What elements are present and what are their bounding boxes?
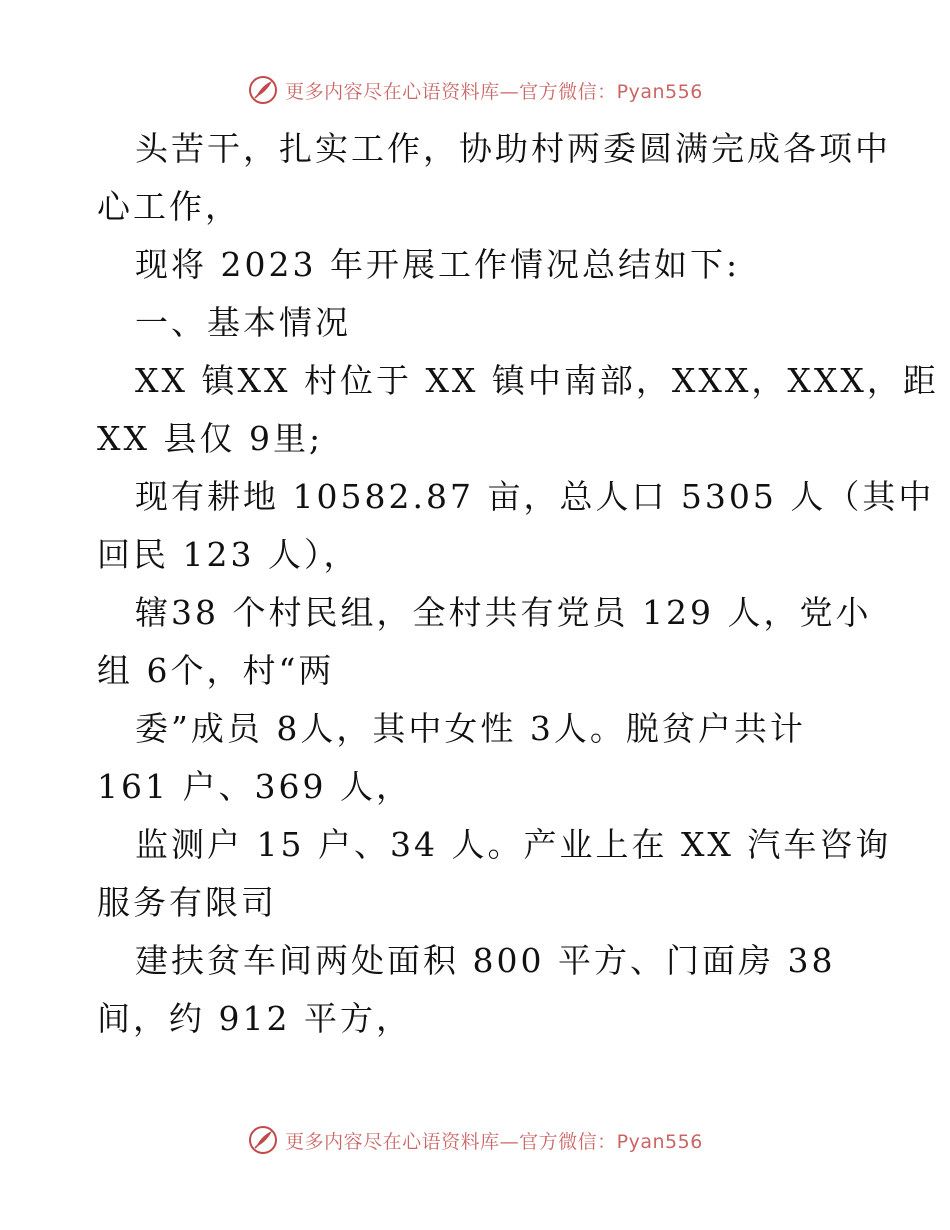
body-line: 头苦干，扎实工作，协助村两委圆满完成各项中 <box>135 129 891 168</box>
feather-pen-logo-icon <box>247 1124 279 1156</box>
body-line: 161 户、369 人， <box>97 767 412 806</box>
body-line: 服务有限司 <box>97 883 277 922</box>
watermark-text <box>285 77 703 104</box>
body-line: 建扶贫车间两处面积 800 平方、门面房 38 <box>135 941 836 980</box>
body-line: 现有耕地 10582.87 亩，总人口 5305 人（其中 <box>135 477 935 516</box>
section-heading: 一、基本情况 <box>135 303 351 342</box>
body-line: 组 6个，村“两 <box>97 651 335 690</box>
body-line: 监测户 15 户、34 人。产业上在 XX 汽车咨询 <box>135 825 892 864</box>
footer-watermark <box>0 1120 950 1160</box>
watermark-main-text: 更多内容尽在心语资料库— <box>285 80 520 103</box>
body-line: 现将 2023 年开展工作情况总结如下: <box>135 245 741 284</box>
body-line: 辖38 个村民组，全村共有党员 129 人，党小 <box>135 593 872 632</box>
watermark-group <box>247 74 703 106</box>
document-body <box>97 120 939 1048</box>
body-line: XX 镇XX 村位于 XX 镇中南部，XXX，XXX，距 <box>135 361 939 400</box>
body-line: 间，约 912 平方， <box>97 999 412 1038</box>
watermark-contact-text: 官方微信：Pyan556 <box>519 1130 703 1153</box>
header-watermark <box>0 70 950 110</box>
body-line: XX 县仅 9里; <box>97 419 324 458</box>
body-line: 心工作， <box>97 187 241 226</box>
watermark-main-text: 更多内容尽在心语资料库— <box>285 1130 520 1153</box>
feather-pen-logo-icon <box>247 74 279 106</box>
watermark-contact-text: 官方微信：Pyan556 <box>519 80 703 103</box>
watermark-group <box>247 1124 703 1156</box>
body-line: 委”成员 8人，其中女性 3人。脱贫户共计 <box>135 709 806 748</box>
body-line: 回民 123 人）， <box>97 535 360 574</box>
watermark-text <box>285 1127 703 1154</box>
